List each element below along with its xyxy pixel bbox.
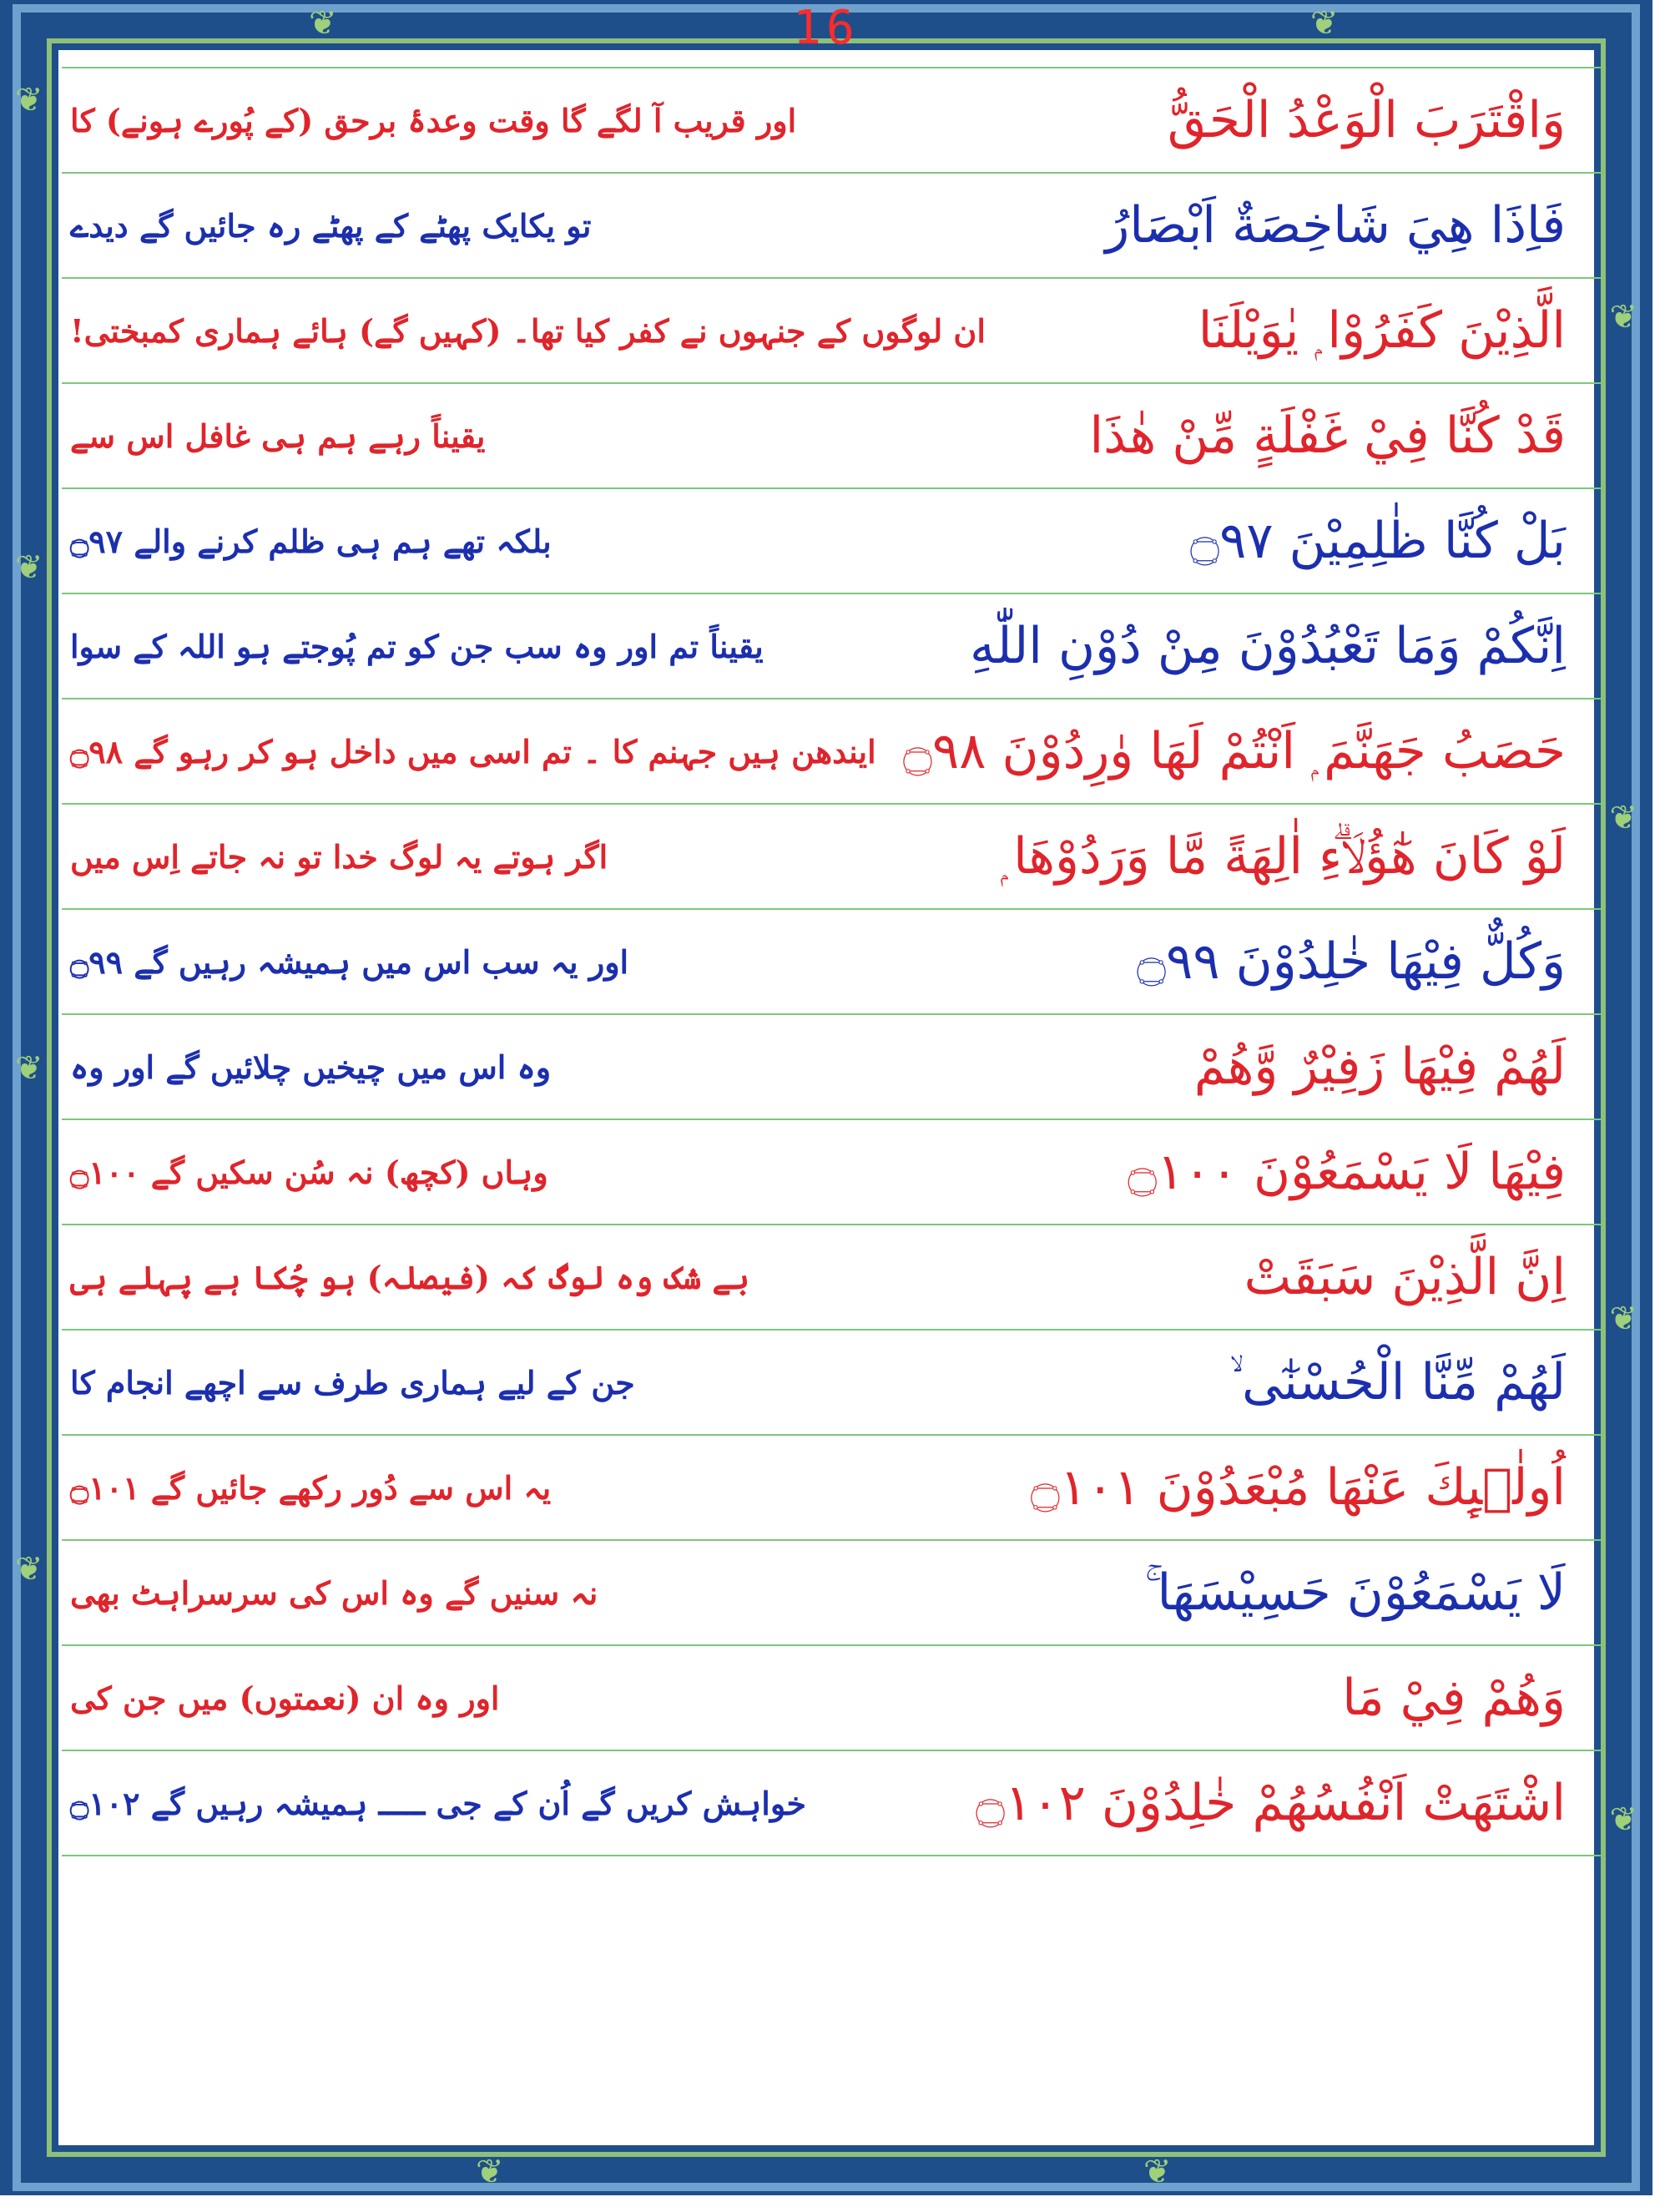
arabic-verse: لَا يَسْمَعُوْنَ حَسِيْسَهَا ۚ — [1144, 1563, 1566, 1622]
ornament-icon: ❦ — [15, 1049, 43, 1088]
ornament-icon: ❦ — [1609, 298, 1637, 336]
verse-row — [62, 805, 1604, 910]
page-number: 16 — [793, 1, 860, 55]
verse-row — [62, 279, 1604, 384]
urdu-translation: جن کے لیے ہماری طرف سے اچھے انجام کا — [70, 1363, 635, 1401]
urdu-translation: اگر ہوتے یہ لوگ خدا تو نہ جاتے اِس میں — [70, 837, 608, 876]
arabic-verse: اِنَّكُمْ وَمَا تَعْبُدُوْنَ مِنْ دُوْنِ اللّٰهِ — [969, 617, 1566, 675]
verse-row — [62, 1646, 1604, 1751]
arabic-verse: اِنَّ الَّذِيْنَ سَبَقَتْ — [1244, 1248, 1566, 1306]
verse-row — [62, 67, 1604, 174]
ornament-icon: ❦ — [1609, 1800, 1637, 1839]
urdu-translation: ان لوگوں کے جنہوں نے کفر کیا تھا۔ (کہیں گے) ہائے ہماری کمبختی! — [70, 311, 986, 350]
verse-row — [62, 1120, 1604, 1225]
arabic-verse: لَهُمْ مِّنَّا الْحُسْنٰٓى ۙ — [1229, 1353, 1566, 1412]
verse-row — [62, 174, 1604, 279]
verse-row — [62, 1225, 1604, 1331]
verse-row — [62, 594, 1604, 699]
arabic-verse: بَلْ كُنَّا ظٰلِمِيْنَ ۝۹۷ — [1190, 512, 1566, 570]
arabic-verse: حَصَبُ جَهَنَّمَ ۭ اَنْتُمْ لَهَا وٰرِدُوْنَ ۝۹۸ — [902, 722, 1566, 780]
urdu-translation: یہ اس سے دُور رکھے جائیں گے ۝۱۰۱ — [70, 1468, 552, 1507]
arabic-verse: الَّذِيْنَ كَفَرُوْا ۭ يٰوَيْلَنَا — [1198, 301, 1566, 360]
ornament-icon: ❦ — [1609, 1300, 1637, 1338]
ornament-icon: ❦ — [309, 4, 337, 43]
urdu-translation: وہاں (کچھ) نہ سُن سکیں گے ۝۱۰۰ — [70, 1153, 548, 1191]
urdu-translation: یقیناً رہے ہم ہی غافل اس سے — [70, 417, 486, 455]
verse-row — [62, 1541, 1604, 1646]
verse-row — [62, 1751, 1604, 1856]
arabic-verse: لَوْ كَانَ هٰٓؤُلَاۗءِ اٰلِهَةً مَّا وَرَدُوْهَا ۭ — [1001, 827, 1566, 886]
urdu-translation: اور وہ ان (نعمتوں) میں جن کی — [70, 1679, 500, 1717]
arabic-verse: وَهُمْ فِيْ مَا — [1342, 1669, 1566, 1727]
verse-row — [62, 1436, 1604, 1541]
verse-row — [62, 489, 1604, 594]
ornament-icon: ❦ — [15, 81, 43, 119]
arabic-verse: اشْتَهَتْ اَنْفُسُهُمْ خٰلِدُوْنَ ۝۱۰۲ — [976, 1774, 1566, 1832]
verse-table — [62, 67, 1604, 1856]
ornament-icon: ❦ — [1143, 2153, 1172, 2191]
arabic-verse: فِيْهَا لَا يَسْمَعُوْنَ ۝۱۰۰ — [1128, 1143, 1566, 1201]
urdu-translation: بلکہ تھے ہم ہی ظلم کرنے والے ۝۹۷ — [70, 522, 552, 560]
urdu-translation: ایندھن ہیں جہنم کا ۔ تم اسی میں داخل ہو کر رہو گے ۝۹۸ — [70, 732, 876, 770]
verse-row — [62, 910, 1604, 1015]
ornament-icon: ❦ — [476, 2153, 504, 2191]
urdu-translation: وہ اس میں چیخیں چلائیں گے اور وہ — [70, 1048, 552, 1086]
arabic-verse: وَاقْتَرَبَ الْوَعْدُ الْحَقُّ — [1167, 91, 1566, 149]
arabic-verse: لَهُمْ فِيْهَا زَفِيْرٌ وَّهُمْ — [1193, 1038, 1566, 1096]
urdu-translation: یقیناً تم اور وہ سب جن کو تم پُوجتے ہو اللہ کے سوا — [70, 627, 764, 665]
arabic-verse: فَاِذَا هِيَ شَاخِصَةٌ اَبْصَارُ — [1105, 196, 1566, 255]
urdu-translation: خواہش کریں گے اُن کے جی ـــــ ہمیشہ رہیں گے ۝۱۰۲ — [70, 1784, 806, 1822]
urdu-translation: اور یہ سب اس میں ہمیشہ رہیں گے ۝۹۹ — [70, 942, 629, 981]
ornament-icon: ❦ — [1310, 4, 1339, 43]
ornament-icon: ❦ — [15, 548, 43, 587]
arabic-verse: وَكُلٌّ فِيْهَا خٰلِدُوْنَ ۝۹۹ — [1136, 932, 1566, 991]
arabic-verse: قَدْ كُنَّا فِيْ غَفْلَةٍ مِّنْ هٰذَا — [1089, 407, 1566, 465]
urdu-translation: تو یکایک پھٹے کے پھٹے رہ جائیں گے دیدے — [70, 206, 592, 245]
verse-row — [62, 1015, 1604, 1120]
verse-row — [62, 1331, 1604, 1436]
urdu-translation: بے شک وہ لوگ کہ (فیصلہ) ہو چُکا ہے پہلے ہی — [70, 1258, 749, 1296]
ornament-icon: ❦ — [1609, 799, 1637, 837]
ornament-icon: ❦ — [15, 1550, 43, 1588]
verse-row — [62, 384, 1604, 489]
verse-row — [62, 699, 1604, 805]
urdu-translation: اور قریب آ لگے گا وقت وعدۂ برحق (کے پُورے ہونے) کا — [70, 101, 797, 139]
urdu-translation: نہ سنیں گے وہ اس کی سرسراہٹ بھی — [70, 1573, 598, 1612]
arabic-verse: اُولٰۗىِٕكَ عَنْهَا مُبْعَدُوْنَ ۝۱۰۱ — [1030, 1458, 1566, 1517]
